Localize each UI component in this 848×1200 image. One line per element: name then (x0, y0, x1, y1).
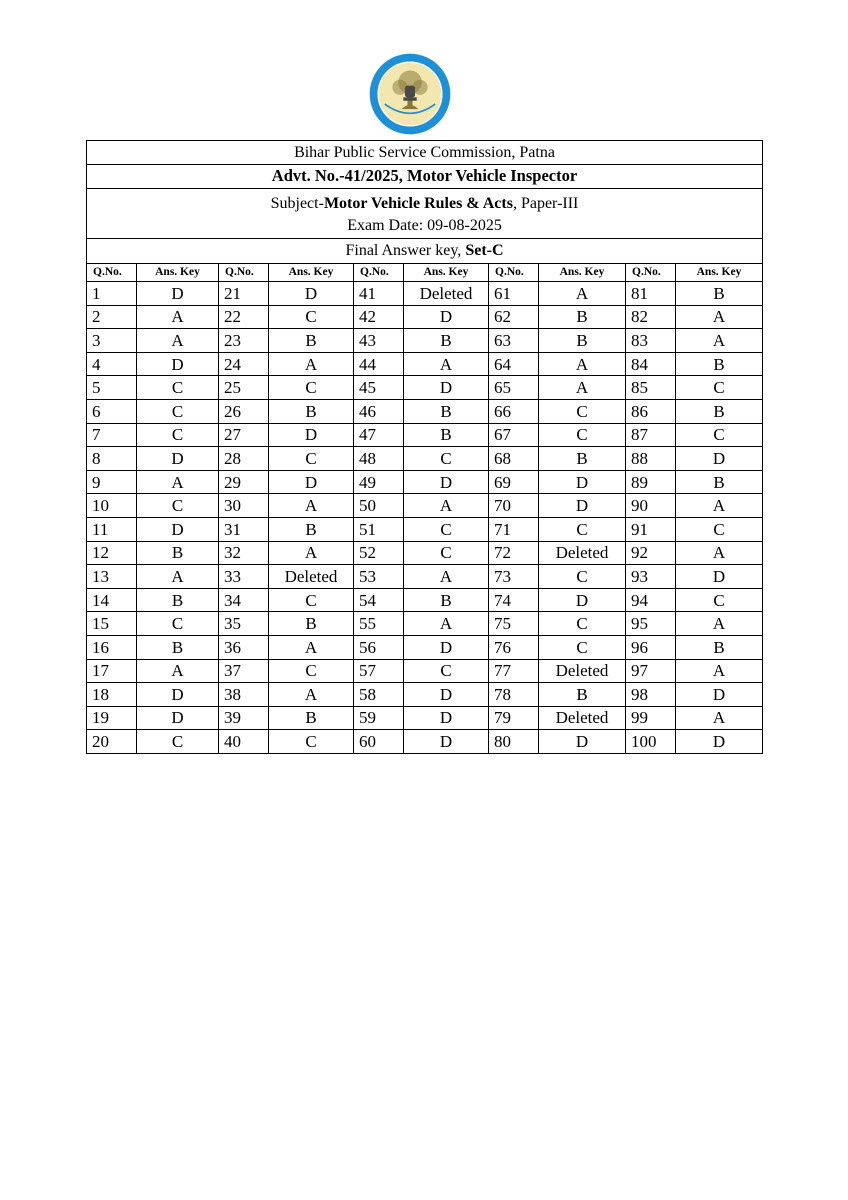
question-number: 10 (87, 494, 137, 518)
question-number: 62 (489, 305, 539, 329)
answer-key: B (269, 706, 354, 730)
answer-key-table (86, 140, 763, 754)
answer-key: B (137, 541, 219, 565)
answer-key: B (269, 517, 354, 541)
question-number: 61 (489, 282, 539, 306)
answer-key: A (137, 329, 219, 353)
answer-key: A (676, 494, 763, 518)
answer-key: C (269, 730, 354, 754)
column-header-ans: Ans. Key (676, 264, 763, 282)
question-number: 11 (87, 517, 137, 541)
question-number: 55 (354, 612, 404, 636)
question-number: 89 (626, 470, 676, 494)
answer-key: B (539, 329, 626, 353)
question-number: 13 (87, 565, 137, 589)
question-number: 24 (219, 352, 269, 376)
answer-key: B (404, 329, 489, 353)
question-number: 86 (626, 399, 676, 423)
answer-key: A (269, 494, 354, 518)
answer-key: D (404, 730, 489, 754)
column-header-qno: Q.No. (489, 264, 539, 282)
answer-key: D (404, 683, 489, 707)
question-number: 14 (87, 588, 137, 612)
answer-key: C (269, 376, 354, 400)
answer-key: C (539, 612, 626, 636)
question-number: 42 (354, 305, 404, 329)
answer-key: C (539, 517, 626, 541)
answer-key: B (269, 399, 354, 423)
answer-key: C (137, 399, 219, 423)
question-number: 39 (219, 706, 269, 730)
question-number: 44 (354, 352, 404, 376)
question-number: 49 (354, 470, 404, 494)
answer-key: C (676, 588, 763, 612)
answer-key: A (269, 683, 354, 707)
answer-key: D (404, 706, 489, 730)
answer-key: A (404, 352, 489, 376)
answer-key: C (137, 376, 219, 400)
table-row (87, 588, 763, 612)
answer-key: B (539, 447, 626, 471)
answer-key: D (676, 565, 763, 589)
answer-key: A (676, 706, 763, 730)
answer-key: B (676, 635, 763, 659)
table-row (87, 494, 763, 518)
table-row (87, 352, 763, 376)
table-row (87, 517, 763, 541)
question-number: 57 (354, 659, 404, 683)
answer-key: D (539, 470, 626, 494)
question-number: 72 (489, 541, 539, 565)
answer-key: B (676, 470, 763, 494)
answer-key: D (404, 470, 489, 494)
question-number: 67 (489, 423, 539, 447)
question-number: 73 (489, 565, 539, 589)
question-number: 21 (219, 282, 269, 306)
question-number: 99 (626, 706, 676, 730)
answer-key: A (269, 541, 354, 565)
answer-key: C (539, 635, 626, 659)
answer-key: D (137, 282, 219, 306)
table-row (87, 635, 763, 659)
answer-key: B (539, 683, 626, 707)
answer-key: B (539, 305, 626, 329)
answer-key: D (137, 447, 219, 471)
table-row (87, 683, 763, 707)
answer-key: B (137, 635, 219, 659)
question-number: 31 (219, 517, 269, 541)
question-number: 16 (87, 635, 137, 659)
question-number: 12 (87, 541, 137, 565)
answer-key: A (676, 305, 763, 329)
question-number: 6 (87, 399, 137, 423)
answer-key: D (404, 635, 489, 659)
question-number: 5 (87, 376, 137, 400)
question-number: 81 (626, 282, 676, 306)
answer-key: A (539, 282, 626, 306)
answer-key: C (404, 517, 489, 541)
question-number: 20 (87, 730, 137, 754)
question-number: 71 (489, 517, 539, 541)
header-organization-row (87, 141, 763, 165)
answer-key: Deleted (269, 565, 354, 589)
table-row (87, 376, 763, 400)
column-header-qno: Q.No. (87, 264, 137, 282)
table-row (87, 730, 763, 754)
answer-key: D (539, 494, 626, 518)
bpsc-emblem-logo (368, 52, 452, 136)
question-number: 3 (87, 329, 137, 353)
subject-name: Motor Vehicle Rules & Acts (323, 194, 513, 212)
question-number: 1 (87, 282, 137, 306)
answer-key: A (676, 659, 763, 683)
answer-key: A (539, 376, 626, 400)
question-number: 53 (354, 565, 404, 589)
question-number: 78 (489, 683, 539, 707)
question-number: 48 (354, 447, 404, 471)
answer-key: A (676, 541, 763, 565)
question-number: 76 (489, 635, 539, 659)
question-number: 28 (219, 447, 269, 471)
answer-key: D (269, 282, 354, 306)
question-number: 56 (354, 635, 404, 659)
header-answer-key-row (87, 239, 763, 264)
question-number: 74 (489, 588, 539, 612)
answer-key: D (676, 683, 763, 707)
question-number: 65 (489, 376, 539, 400)
answer-key: D (676, 730, 763, 754)
question-number: 47 (354, 423, 404, 447)
answer-key: C (269, 659, 354, 683)
answer-key: C (137, 494, 219, 518)
answer-key: C (404, 541, 489, 565)
question-number: 98 (626, 683, 676, 707)
question-number: 88 (626, 447, 676, 471)
column-header-ans: Ans. Key (539, 264, 626, 282)
question-number: 80 (489, 730, 539, 754)
answer-key: A (137, 659, 219, 683)
question-number: 41 (354, 282, 404, 306)
question-number: 66 (489, 399, 539, 423)
answer-key: A (269, 352, 354, 376)
column-header-row (87, 264, 763, 282)
table-row (87, 706, 763, 730)
question-number: 96 (626, 635, 676, 659)
table-row (87, 423, 763, 447)
answer-key: C (137, 612, 219, 636)
answer-key: C (676, 517, 763, 541)
answer-key: C (404, 659, 489, 683)
answer-key: D (539, 730, 626, 754)
exam-date: Exam Date: 09-08-2025 (347, 216, 502, 234)
question-number: 60 (354, 730, 404, 754)
question-number: 15 (87, 612, 137, 636)
table-row (87, 541, 763, 565)
question-number: 25 (219, 376, 269, 400)
answer-key: C (269, 588, 354, 612)
question-number: 64 (489, 352, 539, 376)
question-number: 82 (626, 305, 676, 329)
answer-key: A (404, 565, 489, 589)
answer-key: Deleted (404, 282, 489, 306)
question-number: 91 (626, 517, 676, 541)
table-row (87, 447, 763, 471)
question-number: 2 (87, 305, 137, 329)
table-row (87, 565, 763, 589)
answer-key: A (539, 352, 626, 376)
question-number: 17 (87, 659, 137, 683)
answer-key: A (137, 305, 219, 329)
question-number: 75 (489, 612, 539, 636)
question-number: 46 (354, 399, 404, 423)
table-row (87, 329, 763, 353)
question-number: 84 (626, 352, 676, 376)
question-number: 4 (87, 352, 137, 376)
answer-key: A (676, 612, 763, 636)
organization-name: Bihar Public Service Commission, Patna (87, 141, 763, 165)
question-number: 30 (219, 494, 269, 518)
question-number: 9 (87, 470, 137, 494)
question-number: 19 (87, 706, 137, 730)
question-number: 33 (219, 565, 269, 589)
question-number: 59 (354, 706, 404, 730)
question-number: 77 (489, 659, 539, 683)
answer-key: B (676, 399, 763, 423)
question-number: 90 (626, 494, 676, 518)
question-number: 38 (219, 683, 269, 707)
header-subject-row (87, 189, 763, 239)
answer-key: Deleted (539, 659, 626, 683)
answer-key: D (404, 376, 489, 400)
answer-key: C (539, 423, 626, 447)
column-header-ans: Ans. Key (404, 264, 489, 282)
question-number: 83 (626, 329, 676, 353)
question-number: 23 (219, 329, 269, 353)
answer-key: A (269, 635, 354, 659)
question-number: 8 (87, 447, 137, 471)
question-number: 68 (489, 447, 539, 471)
answer-key: A (137, 565, 219, 589)
column-header-ans: Ans. Key (269, 264, 354, 282)
answer-key: B (676, 282, 763, 306)
answer-key: C (539, 565, 626, 589)
question-number: 85 (626, 376, 676, 400)
question-number: 58 (354, 683, 404, 707)
question-number: 26 (219, 399, 269, 423)
question-number: 95 (626, 612, 676, 636)
question-number: 97 (626, 659, 676, 683)
question-number: 69 (489, 470, 539, 494)
question-number: 34 (219, 588, 269, 612)
answer-key: C (269, 305, 354, 329)
question-number: 27 (219, 423, 269, 447)
answer-key-set: Set-C (465, 242, 504, 259)
answer-key: Deleted (539, 541, 626, 565)
column-header-qno: Q.No. (626, 264, 676, 282)
question-number: 29 (219, 470, 269, 494)
answer-key: A (404, 494, 489, 518)
question-number: 36 (219, 635, 269, 659)
table-row (87, 612, 763, 636)
answer-key: D (137, 517, 219, 541)
column-header-ans: Ans. Key (137, 264, 219, 282)
answer-key: A (137, 470, 219, 494)
answer-key: D (137, 352, 219, 376)
table-row (87, 659, 763, 683)
advertisement-title: Advt. No.-41/2025, Motor Vehicle Inspector (87, 165, 763, 189)
question-number: 54 (354, 588, 404, 612)
question-number: 40 (219, 730, 269, 754)
column-header-qno: Q.No. (354, 264, 404, 282)
answer-key: B (676, 352, 763, 376)
question-number: 7 (87, 423, 137, 447)
question-number: 45 (354, 376, 404, 400)
subject-line: Subject-Motor Vehicle Rules & Acts, Paper-III (270, 194, 579, 212)
question-number: 51 (354, 517, 404, 541)
question-number: 35 (219, 612, 269, 636)
answer-key: Deleted (539, 706, 626, 730)
answer-key: B (269, 612, 354, 636)
header-advertisement-row (87, 165, 763, 189)
question-number: 22 (219, 305, 269, 329)
table-row (87, 305, 763, 329)
answer-key: D (137, 706, 219, 730)
answer-key: B (404, 399, 489, 423)
answer-key: B (269, 329, 354, 353)
question-number: 32 (219, 541, 269, 565)
answer-key: B (404, 423, 489, 447)
column-header-qno: Q.No. (219, 264, 269, 282)
question-number: 63 (489, 329, 539, 353)
question-number: 100 (626, 730, 676, 754)
question-number: 37 (219, 659, 269, 683)
question-number: 52 (354, 541, 404, 565)
answer-key: B (404, 588, 489, 612)
answer-key: D (269, 423, 354, 447)
table-row (87, 470, 763, 494)
answer-key: C (269, 447, 354, 471)
question-number: 18 (87, 683, 137, 707)
question-number: 94 (626, 588, 676, 612)
question-number: 79 (489, 706, 539, 730)
answer-key: D (676, 447, 763, 471)
question-number: 92 (626, 541, 676, 565)
table-row (87, 282, 763, 306)
answer-key: D (539, 588, 626, 612)
question-number: 50 (354, 494, 404, 518)
answer-key: B (137, 588, 219, 612)
question-number: 87 (626, 423, 676, 447)
question-number: 93 (626, 565, 676, 589)
table-row (87, 399, 763, 423)
answer-key: A (404, 612, 489, 636)
answer-key: D (137, 683, 219, 707)
question-number: 43 (354, 329, 404, 353)
answer-key: C (404, 447, 489, 471)
answer-key: C (137, 730, 219, 754)
answer-key: D (269, 470, 354, 494)
answer-key: C (137, 423, 219, 447)
ashoka-pillar-icon (403, 86, 416, 101)
answer-key: D (404, 305, 489, 329)
answer-key: C (676, 423, 763, 447)
question-number: 70 (489, 494, 539, 518)
answer-key-label: Final Answer key, (345, 242, 466, 259)
answer-key: A (676, 329, 763, 353)
answer-key: C (539, 399, 626, 423)
answer-key: C (676, 376, 763, 400)
